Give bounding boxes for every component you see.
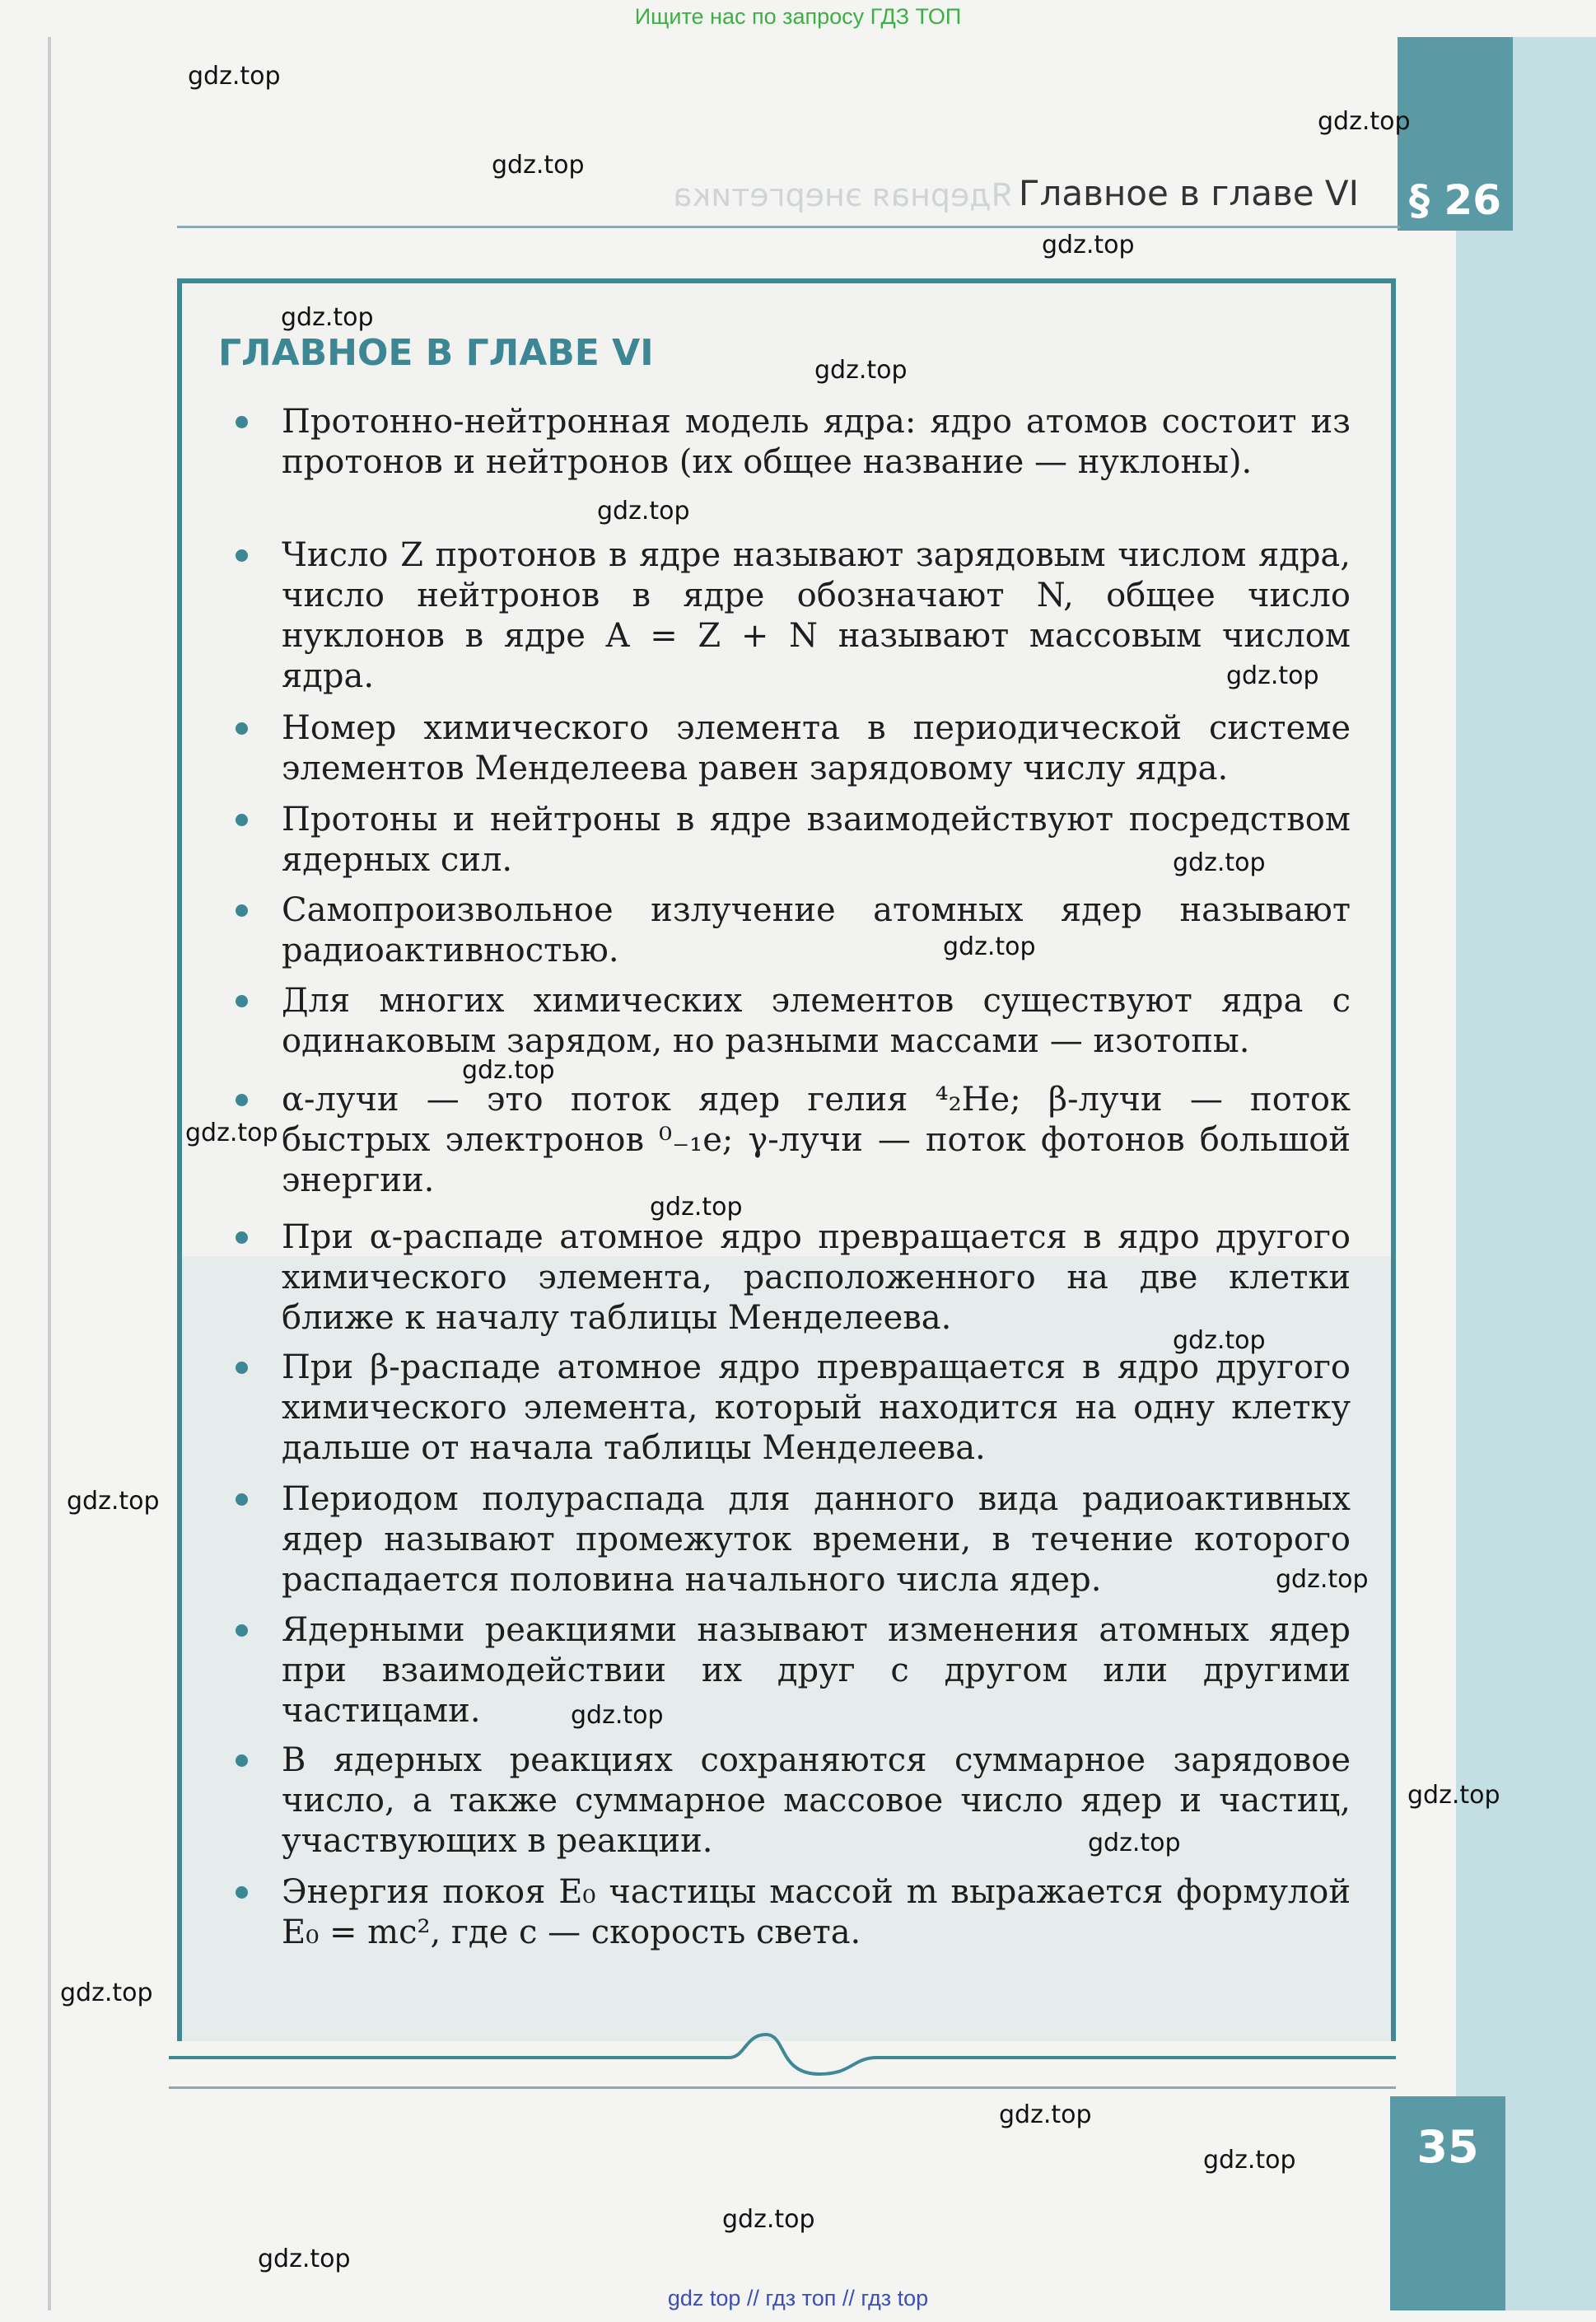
watermark: gdz.top <box>943 932 1036 961</box>
watermark: gdz.top <box>462 1056 555 1085</box>
header-ghost-text: Ядерная энергетика <box>673 177 1013 213</box>
list-item <box>231 1479 1351 1600</box>
footer-links[interactable]: gdz top // гдз топ // гдз top <box>667 2286 929 2310</box>
list-item <box>231 1217 1351 1339</box>
bottom-divider <box>169 2086 1396 2089</box>
list-item <box>231 1610 1351 1731</box>
watermark: gdz.top <box>571 1701 664 1730</box>
watermark: gdz.top <box>67 1487 160 1516</box>
bullet-icon <box>236 549 248 562</box>
watermark: gdz.top <box>597 497 690 526</box>
watermark: gdz.top <box>1276 1565 1369 1594</box>
watermark: gdz.top <box>722 2205 815 2234</box>
wave-divider-line <box>169 2035 1396 2074</box>
watermark: gdz.top <box>1173 848 1266 877</box>
bullet-icon <box>236 904 248 917</box>
list-item <box>231 402 1351 483</box>
header-divider <box>177 226 1400 228</box>
bullet-icon <box>236 1493 248 1506</box>
list-item <box>231 890 1351 971</box>
list-item <box>231 535 1351 697</box>
bullet-icon <box>236 1624 248 1637</box>
watermark: gdz.top <box>1318 107 1411 136</box>
watermark: gdz.top <box>1203 2146 1296 2175</box>
list-item-text: При α-распаде атомное ядро превращается в ядро другого химического элемента, расположенного на две клетки ближе к началу таблицы Менделеева. <box>282 1218 1351 1337</box>
bullet-icon <box>236 1231 248 1244</box>
list-item-text: Число Z протонов в ядре называют зарядовым числом ядра, число нейтронов в ядре обозначают N, общее число нуклонов в ядре A = Z + N называют массовым числом ядра. <box>282 536 1351 695</box>
top-banner[interactable]: Ищите нас по запросу ГДЗ ТОП <box>634 4 962 29</box>
bullet-icon <box>236 995 248 1007</box>
list-item <box>231 1740 1351 1862</box>
list-item-text: Протоны и нейтроны в ядре взаимодействуют посредством ядерных сил. <box>282 801 1351 879</box>
bullet-icon <box>236 1362 248 1374</box>
list-item-text: Ядерными реакциями называют изменения атомных ядер при взаимодействии их друг с другом или другими частицами. <box>282 1611 1351 1730</box>
summary-box-title: ГЛАВНОЕ В ГЛАВЕ VI <box>218 332 654 374</box>
chapter-header-title: Главное в главе VI <box>1018 173 1359 213</box>
list-item <box>231 1348 1351 1469</box>
bullet-icon <box>236 416 248 428</box>
watermark: gdz.top <box>1173 1326 1266 1355</box>
wave-divider <box>169 2026 1396 2076</box>
list-item-text: Для многих химических элементов существуют ядра с одинаковым зарядом, но разными массами — изотопы. <box>282 982 1351 1060</box>
list-item-text: Протонно-нейтронная модель ядра: ядро атомов состоит из протонов и нейтронов (их общее название — нуклоны). <box>282 403 1351 481</box>
watermark: gdz.top <box>188 62 281 91</box>
bullet-icon <box>236 1886 248 1899</box>
list-item-text: В ядерных реакциях сохраняются суммарное зарядовое число, а также суммарное массовое число ядер и частиц, участвующих в реакции. <box>282 1741 1351 1860</box>
list-item-text: Периодом полураспада для данного вида радиоактивных ядер называют промежуток времени, в течение которого распадается половина начального числа ядер. <box>282 1480 1351 1599</box>
list-item <box>231 981 1351 1062</box>
list-item-text: α-лучи — это поток ядер гелия ⁴₂He; β-лучи — поток быстрых электронов ⁰₋₁e; γ-лучи — поток фотонов большой энергии. <box>282 1081 1351 1199</box>
right-margin-strip <box>1456 37 1596 2310</box>
bullet-icon <box>236 1754 248 1767</box>
watermark: gdz.top <box>281 303 374 332</box>
watermark: gdz.top <box>1088 1829 1181 1857</box>
list-item <box>231 1080 1351 1201</box>
watermark: gdz.top <box>258 2245 351 2273</box>
list-item-text: При β-распаде атомное ядро превращается в ядро другого химического элемента, который находится на одну клетку дальше от начала таблицы Менделеева. <box>282 1348 1351 1467</box>
section-tab: § 26 <box>1398 37 1513 231</box>
watermark: gdz.top <box>492 151 585 180</box>
watermark: gdz.top <box>814 356 908 385</box>
list-item-text: Номер химического элемента в периодической системе элементов Менделеева равен зарядовому числу ядра. <box>282 709 1351 787</box>
watermark: gdz.top <box>60 1979 153 2007</box>
watermark: gdz.top <box>1226 661 1319 690</box>
watermark: gdz.top <box>650 1193 743 1222</box>
bullet-icon <box>236 1094 248 1106</box>
watermark: gdz.top <box>185 1119 278 1147</box>
bullet-icon <box>236 814 248 826</box>
bullet-icon <box>236 722 248 735</box>
watermark: gdz.top <box>1407 1781 1500 1810</box>
page-edge <box>48 37 51 2310</box>
watermark: gdz.top <box>999 2100 1092 2129</box>
list-item <box>231 708 1351 789</box>
list-item-text: Энергия покоя E₀ частицы массой m выражается формулой E₀ = mc², где c — скорость света. <box>282 1873 1351 1951</box>
watermark: gdz.top <box>1042 231 1135 259</box>
list-item <box>231 1872 1351 1953</box>
page-number: 35 <box>1390 2096 1505 2310</box>
list-item-text: Самопроизвольное излучение атомных ядер называют радиоактивностью. <box>282 891 1351 969</box>
